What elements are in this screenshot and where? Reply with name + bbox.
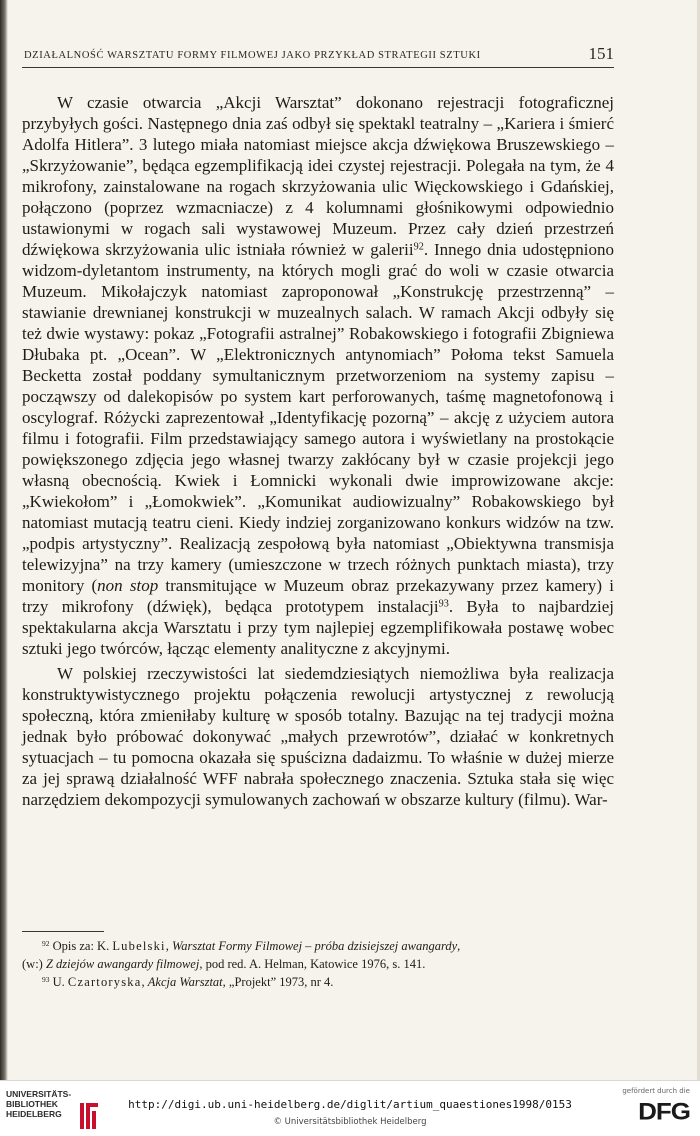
- viewer-footer: [0, 1080, 700, 1136]
- main-text: [22, 92, 614, 810]
- text-run: ,: [457, 939, 461, 953]
- footnote-title: Z dziejów awangardy filmowej: [45, 957, 200, 971]
- footnote-author: Lubelski: [112, 939, 166, 953]
- text-run: . Była to najbardziej spektakularna akcja Warsztatu i przy tym najlepiej egzemplifikowała postawę wobec sztuki jego twórców, łącząc elementy analityczne z akcyjnymi.: [22, 597, 615, 658]
- footnote-title: Akcja Warsztat: [147, 975, 223, 989]
- running-header: DZIAŁALNOŚĆ WARSZTATU FORMY FILMOWEJ JAKO PRZYKŁAD STRATEGII SZTUKI: [24, 50, 481, 61]
- paragraph-2: W polskiej rzeczywistości lat siedemdziesiątych niemożliwa była realizacja konstruktywistycznego projektu połączenia rewolucji artystycznej z rewolucją społeczną, która zmieniłaby kulturę w sposób totalny. Bazując na tej tradycji można jednak było próbować dokonywać „małych przewrotów”, działać w konkretnych sytuacjach – tu pomocna okazała się spuścizna dadaizmu. To właśnie w dużej mierze za jej sprawą działalność WFF nabrała społecznego znaczenia. Sztuka stała się więc narzędziem dekompozycji symulowanych zachowań w obszarze kultury (filmu). War-: [22, 664, 614, 809]
- text-run: Opis za: K.: [49, 939, 113, 953]
- funder-logo[interactable]: [616, 1087, 690, 1131]
- copyright-notice: © Universitätsbibliothek Heidelberg: [273, 1117, 427, 1127]
- page-number: 151: [588, 44, 614, 63]
- paragraph-1: [22, 92, 614, 659]
- footnote-92: [22, 937, 614, 955]
- permalink-url[interactable]: http://digi.ub.uni-heidelberg.de/diglit/artium_quaestiones1998/0153: [128, 1098, 572, 1111]
- footnotes: [22, 937, 614, 991]
- library-name-line: HEIDELBERG: [6, 1109, 62, 1119]
- text-run: W czasie otwarcia „Akcji Warsztat” dokonano rejestracji fotograficznej przybyłych gości. Następnego dnia zaś odbył się spektakl teatralny – „Kariera i śmierć Adolfa Hitlera”. 3 lutego miała natomiast miejsce akcja dźwiękowa Bruszewskiego – „Skrzyżowanie”, będąca egzemplifikacją idei czystej rejestracji. Polegała na tym, że 4 mikrofony, zainstalowane na rogach skrzyżowania ulic Więckowskiego i Gdańskiej, połączono (poprzez wzmacniacze) z 4 kolumnami głośnikowymi odpowiednio ustawionymi w rogach sali wystawowej Muzeum. Przez cały dzień przestrzeń dźwiękowa skrzyżowania ulic istniała również w galerii: [22, 93, 614, 259]
- footnote-author: Czartoryska: [67, 975, 142, 989]
- text-run: , „Projekt” 1973, nr 4.: [222, 975, 334, 989]
- text-run: . Innego dnia udostępniono widzom-dyletantom instrumenty, na których mogli grać do woli w czasie otwarcia Muzeum. Mikołajczyk natomiast zaproponował „Konstrukcję przestrzenną” – stawianie drewnianej konstrukcji w muzealnych salach. W ramach Akcji odbyły się też dwie wystawy: pokaz „Fotografii astralnej” Robakowskiego i fotografii Zbigniewa Dłubaka pt. „Ocean”. W „Elektronicznych antynomiach” Połoma tekst Samuela Becketta został poddany symultanicznym przetworzeniom na systemy zapisu – począwszy od dalekopisów po system kart perforowanych, taśmę magnetofonową i oscylograf. Różycki zaprezentował „Identyfikację pozorną” – akcję z użyciem autora filmu i fotografii. Film przedstawiający samego autora i wyświetlany na prostokącie powiększonego zdjęcia jego własnej twarzy zakłócany był w czasie projekcji jego własną obecnością. Kwiek i Łomnicki wykonali dwie improwizowane akcje: „Kwiekołom” i „Łomokwiek”. „Komunikat audiowizualny” Robakowskiego był natomiast mutacją teatru cieni. Kiedy indziej zorganizowano konkurs widzów na tzw. „podpis artystyczny”. Realizacją zespołową była natomiast „Obiektywna transmisja telewizyjna” na trzy kamery (umieszczone w trzech różnych punktach miasta), trzy monitory (: [22, 240, 614, 595]
- text-run: transmitujące w Muzeum obraz przekazywany przez kamery) i trzy mikrofony (dźwięk), będąca prototypem instalacji: [22, 576, 614, 616]
- header-rule: [22, 67, 614, 68]
- library-name-line: UNIVERSITÄTS-: [6, 1089, 72, 1099]
- text-run: ,: [141, 975, 148, 989]
- footnote-title: Warsztat Formy Filmowej – próba dzisiejszej awangardy: [171, 939, 458, 953]
- library-name-line: BIBLIOTHEK: [6, 1099, 58, 1109]
- funder-name: DFG: [638, 1097, 690, 1125]
- footnote-number: 92: [42, 938, 50, 948]
- italic-text: non stop: [97, 576, 159, 595]
- text-run: , pod red. A. Helman, Katowice 1976, s. 141.: [199, 957, 426, 971]
- footnote-ref-93: 93: [438, 598, 449, 610]
- text-run: ,: [165, 939, 172, 953]
- footnote-ref-92: 92: [413, 241, 424, 253]
- footnote-92-continued: [22, 955, 614, 973]
- text-run: U.: [49, 975, 68, 989]
- footnote-rule: [22, 931, 104, 932]
- funder-caption: gefördert durch die: [622, 1087, 690, 1095]
- footnote-93: [22, 973, 614, 991]
- footnote-number: 93: [42, 974, 50, 984]
- text-run: (w:): [22, 957, 46, 971]
